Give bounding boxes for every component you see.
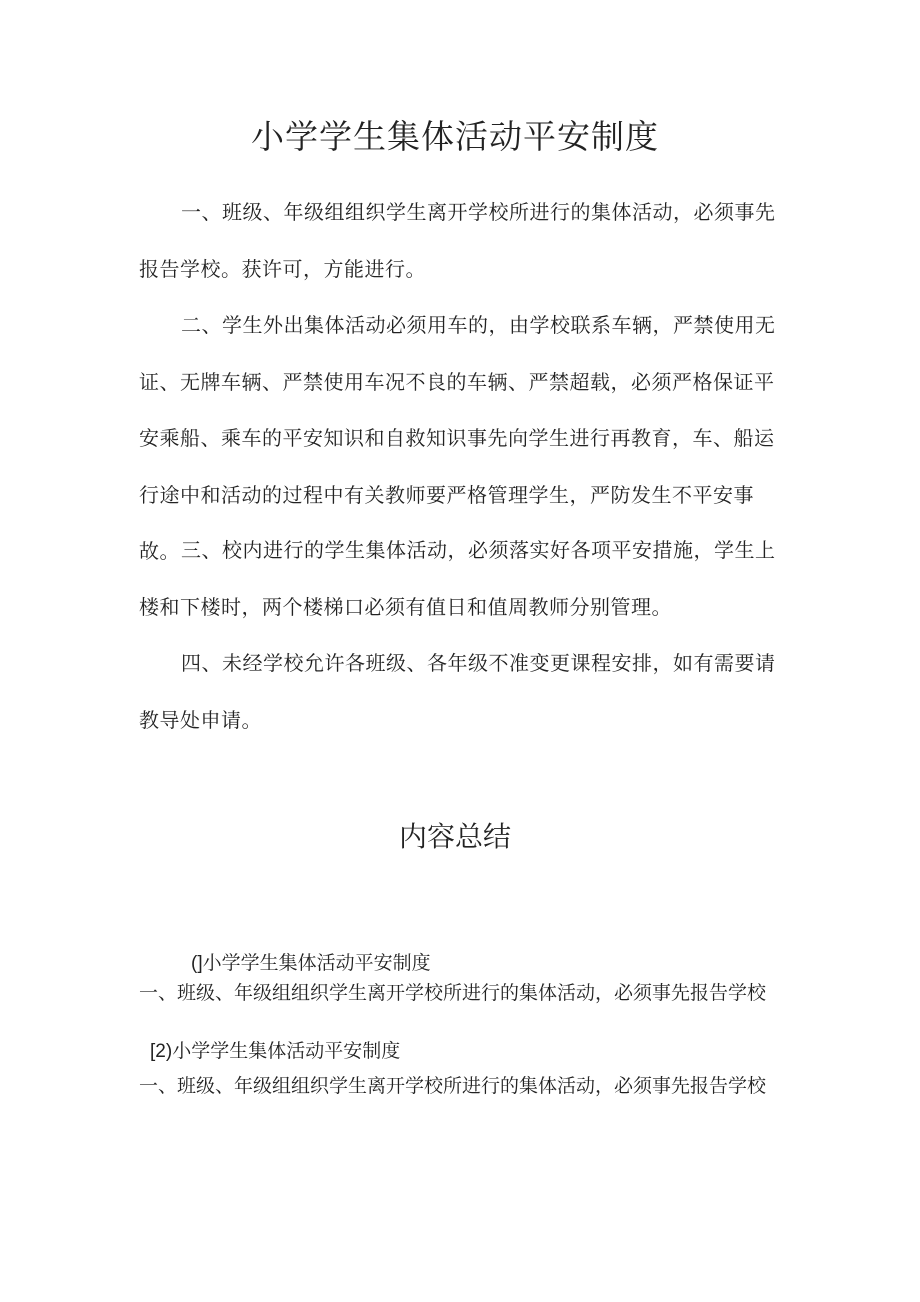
summary-item-2-marker: [2) bbox=[150, 1041, 173, 1062]
summary-heading: 内容总结 bbox=[398, 820, 511, 853]
summary-item-1-marker: (] bbox=[191, 953, 203, 974]
paragraph-4: 四、未经学校允许各班级、各年级不准变更课程安排，如有需要请教导处申请。 bbox=[139, 651, 776, 732]
summary-item-2-text: 一、班级、年级组组织学生离开学校所进行的集体活动，必须事先报告学校 bbox=[139, 1075, 767, 1097]
paragraph-3: 三、校内进行的学生集体活动，必须落实好各项平安措施，学生上楼和下楼时，两个楼梯口必须有值日和值周教师分别管理。 bbox=[139, 538, 776, 619]
summary-item-1-text: 一、班级、年级组组织学生离开学校所进行的集体活动，必须事先报告学校 bbox=[139, 982, 767, 1004]
summary-item-2-title: 小学学生集体活动平安制度 bbox=[172, 1040, 401, 1062]
paragraph-2: 二、学生外出集体活动必须用车的，由学校联系车辆，严禁使用无证、无牌车辆、严禁使用车况不良的车辆、严禁超载，必须严格保证平安乘船、乘车的平安知识和自救知识事先向学生进行再教育，车、船运行途中和活动的过程中有关教师要严格管理学生，严防发生不平安事故。 bbox=[139, 313, 776, 563]
document-title: 小学学生集体活动平安制度 bbox=[251, 117, 659, 156]
summary-item-1-title-line bbox=[191, 950, 431, 977]
summary-item-2-title-line bbox=[150, 1038, 400, 1065]
paragraph-1: 一、班级、年级组组织学生离开学校所进行的集体活动，必须事先报告学校。获许可，方能进行。 bbox=[139, 200, 776, 281]
summary-item-1-title: 小学学生集体活动平安制度 bbox=[202, 952, 431, 974]
